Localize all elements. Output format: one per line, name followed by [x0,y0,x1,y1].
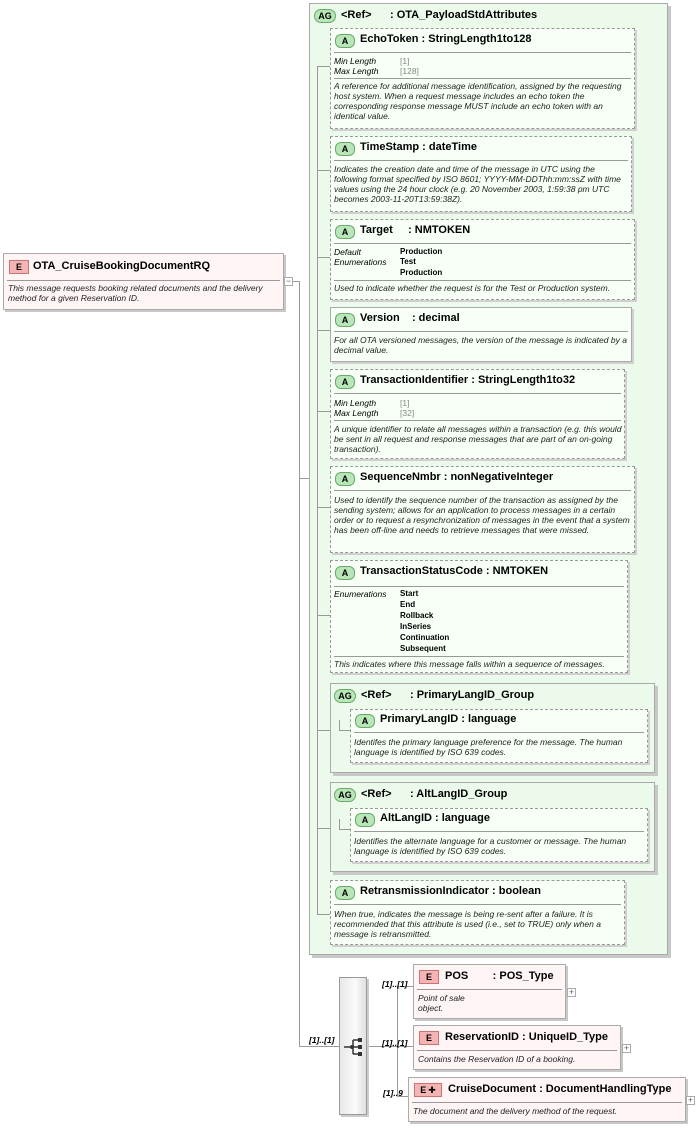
attribute-target[interactable] [330,219,635,300]
property-row [334,66,419,76]
root-collapse-toggle[interactable]: − [285,276,292,286]
connector-trunk-v [299,281,300,1046]
sequence-icon [343,1038,363,1056]
branch-version [317,330,330,331]
enum-value: Production [400,268,443,277]
attribute-alt-lang-id[interactable] [350,808,648,862]
sequence-compositor[interactable] [339,977,367,1115]
divider [334,243,631,244]
element-badge [414,1083,442,1097]
branch-primarylang [317,730,330,731]
group-ref: <Ref> [361,689,392,701]
attribute-description: Used to identify the sequence number of the transaction as assigned by the sending system; allows for an application to process messages in a certain order or to request a resynchronization of messages in the event that a system has been off-line and needs to retrieve messages that were missed. [334,495,630,535]
attribute-title: RetransmissionIndicator : boolean [360,885,541,897]
divider [417,1050,617,1051]
enum-value: Start [400,589,419,598]
group-name: : AltLangID_Group [410,788,508,800]
element-pos[interactable] [413,964,566,1019]
attribute-timestamp[interactable] [330,136,632,212]
cruisedocument-expand-toggle[interactable]: + [687,1095,694,1105]
enum-value: End [400,600,416,609]
property-key: Min Length [334,398,377,408]
group-inner-trunk [339,720,340,730]
attribute-badge: A [335,313,355,327]
element-description: The document and the delivery method of the request. [413,1106,618,1116]
divider [334,586,624,587]
property-row [334,398,409,408]
property-value: [32] [400,408,415,418]
root-description: This message requests booking related documents and the delivery method for a given Reservation ID. [8,283,263,303]
attribute-group-badge: AG [314,9,336,23]
branch-echotoken [317,66,330,67]
reservationid-expand-toggle[interactable]: + [623,1043,630,1053]
divider [334,280,631,281]
divider [417,989,562,990]
branch-retrans [317,914,330,915]
attribute-transaction-identifier[interactable] [330,369,625,459]
attribute-retransmission-indicator[interactable] [330,880,625,945]
branch-transid [317,411,330,412]
attribute-group-badge: AG [334,689,356,703]
attribute-title: EchoToken : StringLength1to128 [360,33,532,45]
group-ref: <Ref> [361,788,392,800]
enum-value: Test [400,257,416,266]
attribute-description: Indicates the creation date and time of the message in UTC using the following format specified by ISO 8601; YYYY-MM-DDThh:mm:ssZ with time values using the 24 hour clock (e.g. 20 November 2003, 1:59:38 pm UTC becomes 2003-11-20T13:59:38Z). [334,164,621,204]
property-row [334,408,414,418]
divider [7,280,280,281]
property-value: [1] [400,398,410,408]
group-name: : OTA_PayloadStdAttributes [390,9,538,21]
attribute-version[interactable] [330,307,632,362]
property-key: Min Length [334,56,377,66]
attribute-title: TransactionStatusCode : NMTOKEN [360,565,549,577]
attribute-description: A reference for additional message identification, assigned by the requesting host system. When a request message includes an echo token the corresponding response message MUST include an echo token with an identical value. [334,81,622,121]
divider [334,420,621,421]
enum-value: Subsequent [400,644,446,653]
attribute-description: When true, indicates the message is being re-sent after a failure. It is recommended that this attribute is used (i.e., set to TRUE) only when a message is retransmitted. [334,909,601,939]
attribute-description: Identifes the primary language preference for the message. The human language is identified by ISO 639 codes. [354,737,623,757]
enum-value: Continuation [400,633,450,642]
multi-occurrence-icon: ✚ [428,1085,436,1095]
attribute-badge: A [355,813,375,827]
attribute-badge: A [335,142,355,156]
property-value: [1] [400,56,410,66]
pos-multiplicity: [1]..[1] [382,979,408,989]
connector-payload-h [299,478,309,479]
element-title: ReservationID : UniqueID_Type [445,1031,608,1043]
attribute-group-badge: AG [334,788,356,802]
branch-statuscode [317,615,330,616]
group-name: : PrimaryLangID_Group [410,689,535,701]
attribute-badge: A [335,886,355,900]
divider [334,904,621,905]
attribute-description: Identifies the alternate language for a customer or message. The human language is identified by ISO 639 codes. [354,836,627,856]
element-description: Point of sale object. [418,993,465,1013]
branch-seqnmbr [317,507,330,508]
divider [354,732,644,733]
element-reservation-id[interactable] [413,1025,621,1070]
element-badge: E [419,970,439,984]
property-key: Max Length [334,66,379,76]
group-inner-trunk [317,66,318,914]
attribute-badge: A [335,472,355,486]
attribute-description: This indicates where this message falls within a sequence of messages. [334,659,605,669]
divider [334,490,631,491]
property-row [334,56,409,66]
sequence-multiplicity: [1]..[1] [309,1035,335,1045]
root-element[interactable] [3,253,284,310]
divider [334,52,631,53]
reservationid-multiplicity: [1]..[1] [382,1038,408,1048]
pos-expand-toggle[interactable]: + [568,987,575,997]
attribute-badge: A [335,34,355,48]
branch-timestamp [317,170,330,171]
root-element-name: OTA_CruiseBookingDocumentRQ [33,260,211,272]
attribute-transaction-status-code[interactable] [330,560,628,673]
attribute-title: TimeStamp : dateTime [360,141,477,153]
attribute-primary-lang-id[interactable] [350,709,648,763]
divider [334,393,621,394]
attribute-description: A unique identifier to relate all messages within a transaction (e.g. this would be sent in all request and response messages that are part of an on-going transaction). [334,424,622,454]
element-badge: E [419,1031,439,1045]
element-badge-letter: E [420,1085,427,1095]
enum-value: Rollback [400,611,434,620]
attribute-badge: A [355,714,375,728]
group-ref: <Ref> [341,9,372,21]
group-inner-trunk [339,819,340,829]
enumerations-label: Enumerations [334,257,387,267]
connector-seq-h [299,1046,339,1047]
branch-altlang [317,828,330,829]
attribute-title: SequenceNmbr : nonNegativeInteger [360,471,554,483]
enumerations-label: Enumerations [334,589,387,599]
element-description: Contains the Reservation ID of a booking. [418,1054,576,1064]
attribute-title: PrimaryLangID : language [380,713,517,725]
attribute-description: Used to indicate whether the request is for the Test or Production system. [334,283,611,293]
divider [334,78,631,79]
divider [334,656,624,657]
property-key: Max Length [334,408,379,418]
attribute-title: Target : NMTOKEN [360,224,471,236]
default-value: Production [400,247,443,256]
attribute-title: Version : decimal [360,312,460,324]
property-value: [128] [400,66,419,76]
enum-value: InSeries [400,622,432,631]
branch-target [317,257,330,258]
divider [412,1102,682,1103]
element-title: CruiseDocument : DocumentHandlingType [448,1083,672,1095]
attribute-title: AltLangID : language [380,812,490,824]
attribute-description: For all OTA versioned messages, the version of the message is indicated by a decimal value. [334,335,627,355]
attribute-echotoken[interactable] [330,28,635,129]
attribute-badge: A [335,225,355,239]
element-badge: E [9,260,29,274]
element-title: POS : POS_Type [445,970,554,982]
cruisedocument-multiplicity: [1]..9 [383,1088,403,1098]
element-cruise-document[interactable] [408,1077,686,1122]
default-label: Default [334,247,361,257]
divider [334,331,628,332]
attribute-badge: A [335,375,355,389]
attribute-title: TransactionIdentifier : StringLength1to32 [360,374,576,386]
divider [354,831,644,832]
attribute-sequence-nmbr[interactable] [330,466,635,553]
attribute-badge: A [335,566,355,580]
divider [334,160,628,161]
